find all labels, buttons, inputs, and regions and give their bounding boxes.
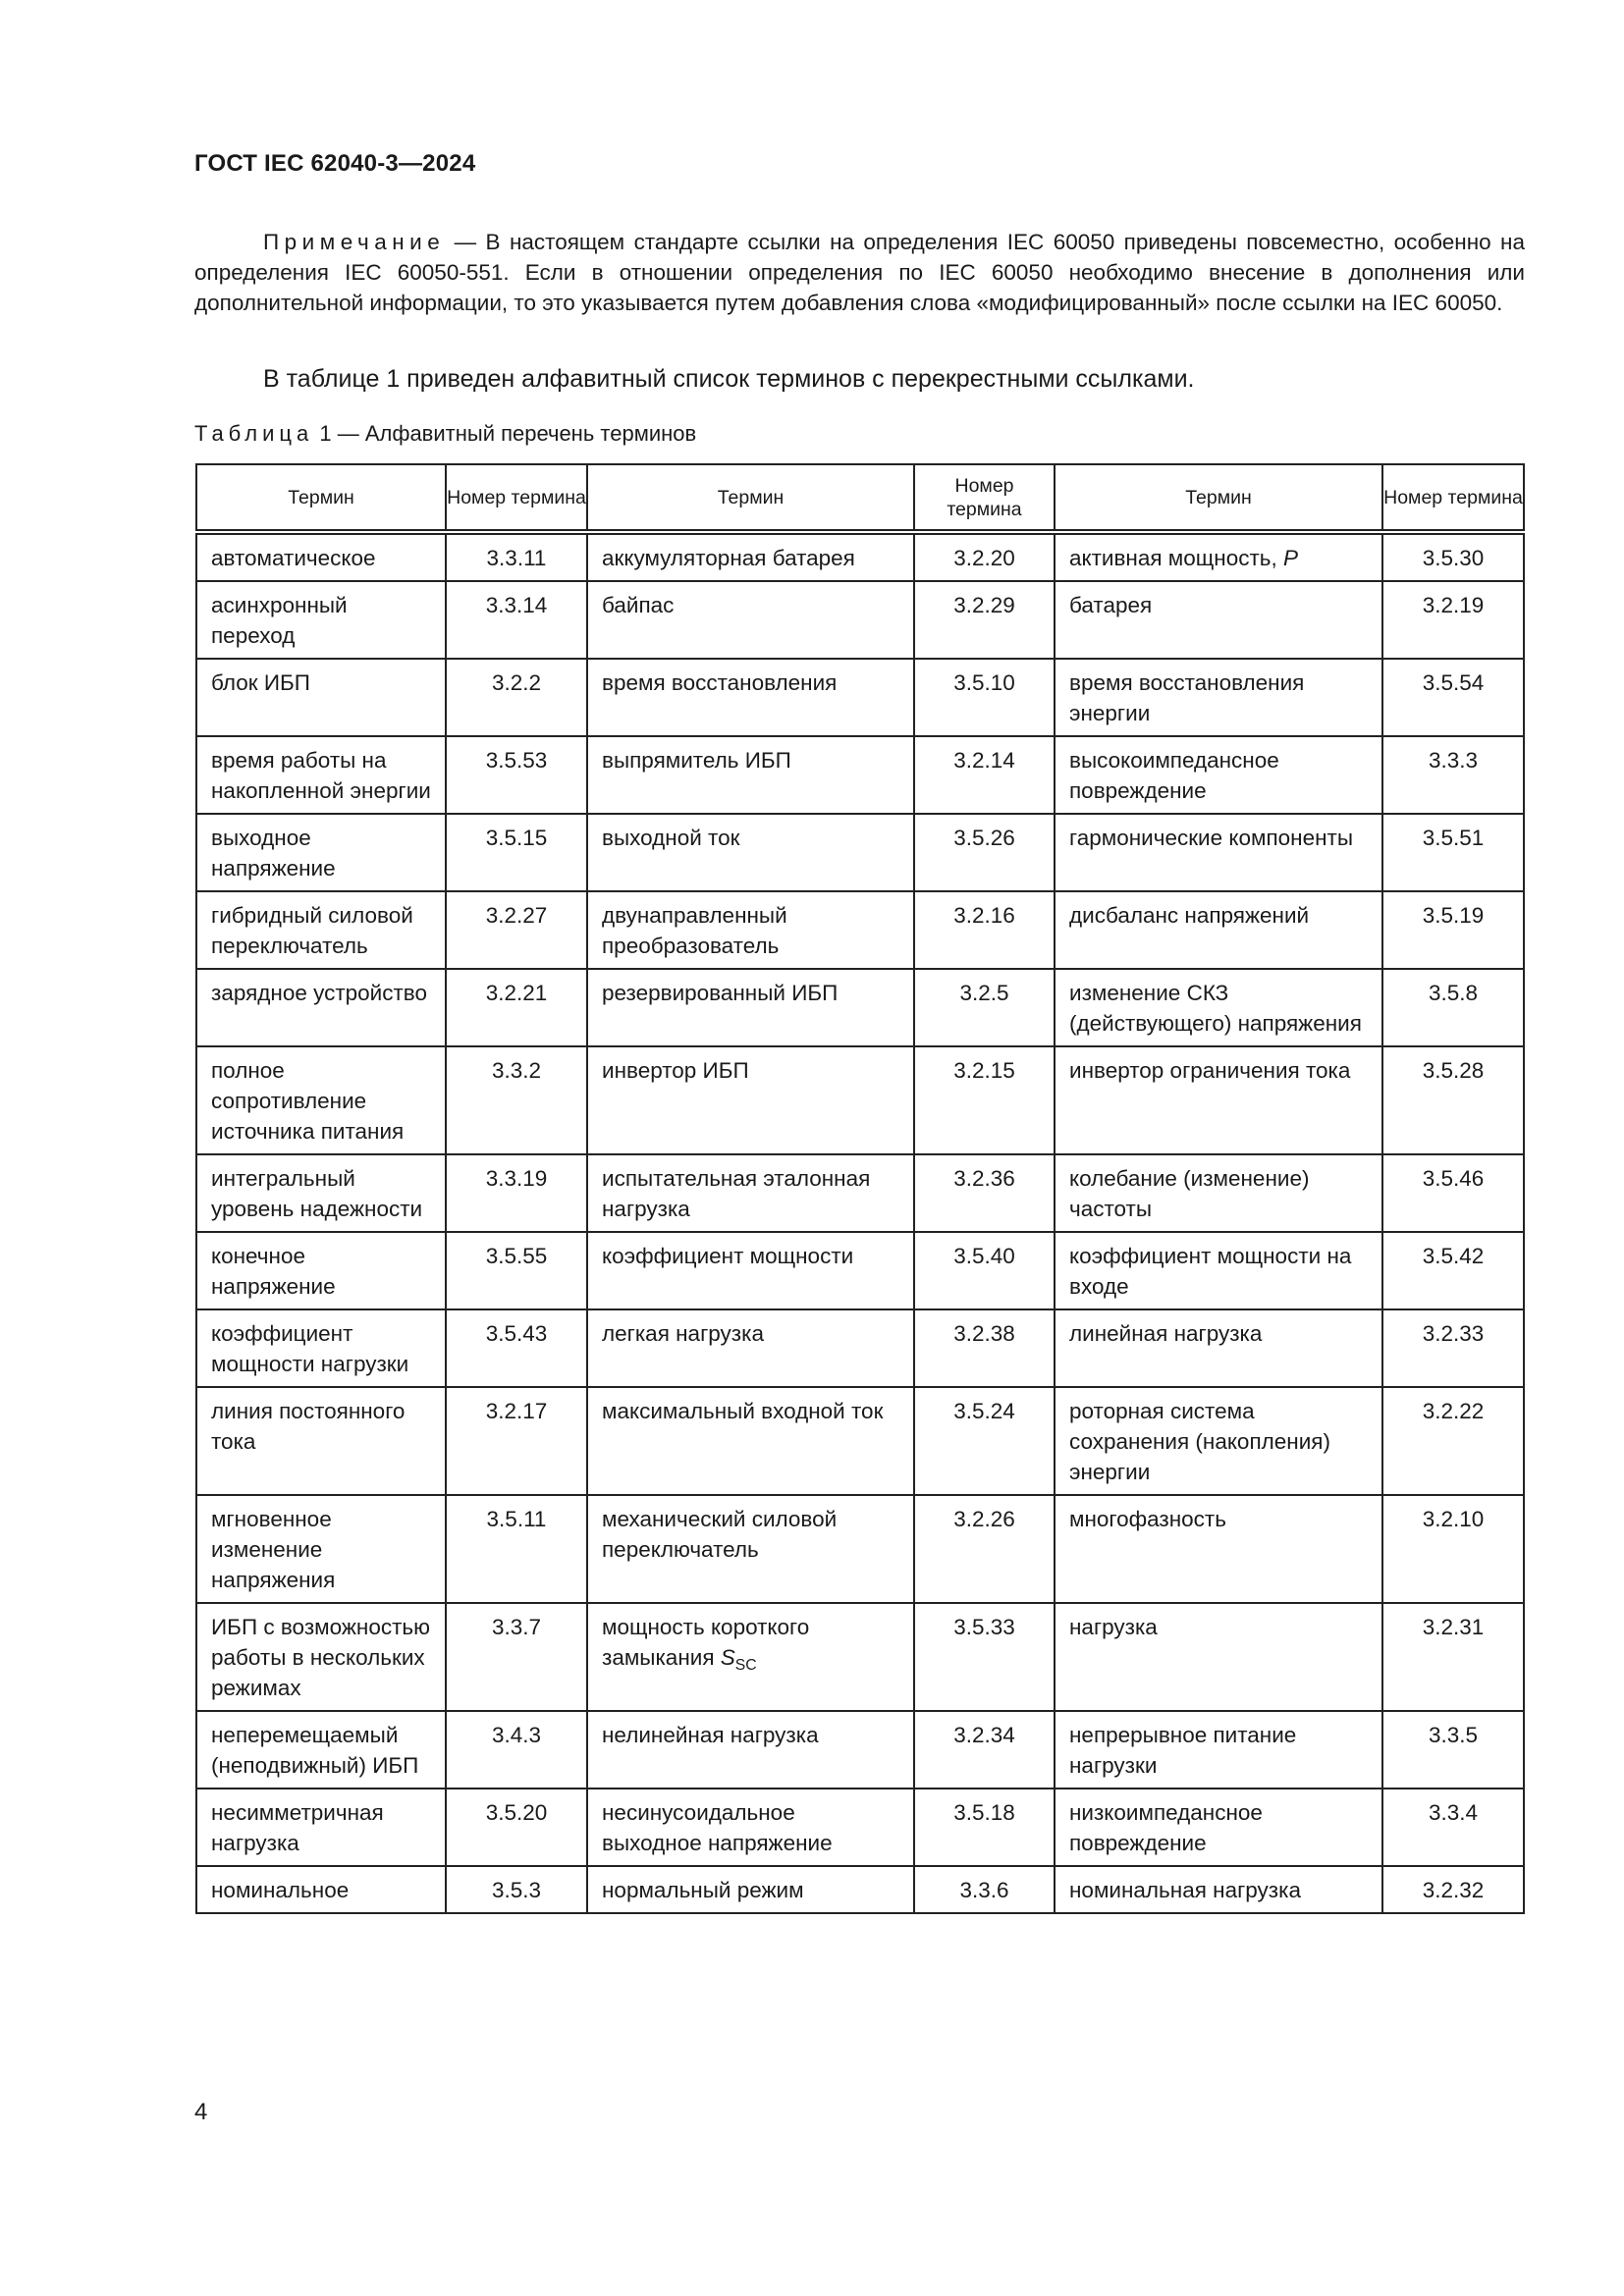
term-text: выходное напряжение xyxy=(211,826,336,881)
term-text: роторная система сохранения (накопления) энергии xyxy=(1069,1399,1330,1484)
term-number-cell xyxy=(914,581,1055,659)
term-number-cell xyxy=(446,1866,587,1913)
term-cell xyxy=(587,814,914,891)
term-number: 3.5.46 xyxy=(1422,1166,1485,1191)
term-text: легкая нагрузка xyxy=(602,1321,764,1346)
term-text: низкоимпедансное повреждение xyxy=(1069,1800,1263,1855)
term-text: линия постоянного тока xyxy=(211,1399,406,1454)
term-cell xyxy=(196,1232,446,1309)
term-text: инвертор ограничения тока xyxy=(1069,1058,1351,1083)
term-number-cell xyxy=(1382,1789,1524,1866)
term-number-cell xyxy=(914,1495,1055,1603)
term-number: 3.2.16 xyxy=(953,903,1015,928)
term-number: 3.2.38 xyxy=(953,1321,1015,1346)
term-cell xyxy=(1055,1232,1382,1309)
note-text: — В настоящем стандарте ссылки на определения IEC 60050 приведены повсеместно, особенно на определения IEC 60050-551. Если в отношении определения по IEC 60050 необходимо внесение в дополнения или дополнительной информации, то это указывается путем добавления слова «модифицированный» после ссылки на IEC 60050. xyxy=(194,230,1525,315)
term-number-cell xyxy=(446,891,587,969)
document-header: ГОСТ IEC 62040-3—2024 xyxy=(194,150,476,177)
term-text: дисбаланс напряжений xyxy=(1069,903,1310,928)
term-number: 3.2.19 xyxy=(1422,593,1485,617)
term-number: 3.3.14 xyxy=(485,593,548,617)
term-number-cell xyxy=(914,1711,1055,1789)
term-text: номинальное xyxy=(211,1878,350,1902)
term-number: 3.5.15 xyxy=(485,826,548,850)
term-cell xyxy=(196,1711,446,1789)
term-text: батарея xyxy=(1069,593,1153,617)
term-number: 3.5.10 xyxy=(953,670,1015,695)
term-cell xyxy=(196,659,446,736)
term-cell xyxy=(196,1154,446,1232)
term-number: 3.2.17 xyxy=(485,1399,548,1423)
term-cell xyxy=(1055,969,1382,1046)
table-caption-text: 1 — Алфавитный перечень терминов xyxy=(313,421,697,446)
term-cell xyxy=(1055,659,1382,736)
term-text: несинусоидальное выходное напряжение xyxy=(602,1800,833,1855)
table-row xyxy=(196,1309,1524,1387)
term-cell xyxy=(1055,1046,1382,1154)
table-row xyxy=(196,1711,1524,1789)
intro-paragraph: В таблице 1 приведен алфавитный список терминов с перекрестными ссылками. xyxy=(263,365,1195,393)
table-row xyxy=(196,969,1524,1046)
term-cell xyxy=(1055,532,1382,581)
term-number-cell xyxy=(1382,1711,1524,1789)
term-number: 3.5.54 xyxy=(1422,670,1485,695)
term-number-cell xyxy=(446,1495,587,1603)
term-cell xyxy=(587,1309,914,1387)
term-number-cell xyxy=(914,1789,1055,1866)
term-number: 3.3.3 xyxy=(1428,748,1479,773)
term-cell xyxy=(587,891,914,969)
term-number-cell xyxy=(914,814,1055,891)
table-row xyxy=(196,532,1524,581)
term-number: 3.3.5 xyxy=(1428,1723,1479,1747)
term-text: зарядное устройство xyxy=(211,981,428,1005)
term-number: 3.5.8 xyxy=(1428,981,1479,1005)
term-number-cell xyxy=(1382,1603,1524,1711)
table-row xyxy=(196,1866,1524,1913)
short-circuit-power-subscript: SC xyxy=(734,1657,757,1674)
term-number: 3.2.27 xyxy=(485,903,548,928)
term-number: 3.2.36 xyxy=(953,1166,1015,1191)
term-text: время восстановления xyxy=(602,670,838,695)
table-body xyxy=(196,532,1524,1913)
term-number-cell xyxy=(446,1232,587,1309)
term-number-cell xyxy=(1382,1309,1524,1387)
term-cell xyxy=(587,532,914,581)
term-cell xyxy=(196,814,446,891)
term-cell xyxy=(587,1495,914,1603)
table-row xyxy=(196,736,1524,814)
term-cell xyxy=(587,1711,914,1789)
term-text: мощность короткого замыкания xyxy=(602,1615,810,1670)
term-cell xyxy=(196,1309,446,1387)
term-number: 3.5.30 xyxy=(1422,546,1485,570)
term-cell xyxy=(196,1387,446,1495)
term-cell xyxy=(196,1495,446,1603)
term-number: 3.5.11 xyxy=(486,1507,547,1531)
term-cell xyxy=(196,736,446,814)
term-number-cell xyxy=(1382,1495,1524,1603)
term-cell xyxy=(196,581,446,659)
header-term-2: Термин xyxy=(587,464,914,532)
term-text: нелинейная нагрузка xyxy=(602,1723,819,1747)
term-cell xyxy=(587,736,914,814)
header-number-3: Номер термина xyxy=(1382,464,1524,532)
term-cell xyxy=(587,659,914,736)
term-text: выходной ток xyxy=(602,826,740,850)
table-row xyxy=(196,1387,1524,1495)
term-cell xyxy=(1055,1495,1382,1603)
term-text: коэффициент мощности нагрузки xyxy=(211,1321,409,1376)
term-number: 3.5.51 xyxy=(1422,826,1485,850)
term-number: 3.5.33 xyxy=(953,1615,1015,1639)
term-number-cell xyxy=(914,1309,1055,1387)
term-cell xyxy=(1055,1603,1382,1711)
term-number: 3.2.14 xyxy=(953,748,1015,773)
term-text: гармонические компоненты xyxy=(1069,826,1353,850)
term-number: 3.2.22 xyxy=(1422,1399,1485,1423)
term-number-cell xyxy=(914,736,1055,814)
short-circuit-power-symbol: S xyxy=(720,1645,735,1670)
term-text: двунаправленный преобразователь xyxy=(602,903,787,958)
term-number-cell xyxy=(1382,1232,1524,1309)
table-row xyxy=(196,581,1524,659)
term-cell xyxy=(587,1046,914,1154)
term-number: 3.2.5 xyxy=(959,981,1009,1005)
term-cell xyxy=(1055,814,1382,891)
term-text: высокоимпедансное повреждение xyxy=(1069,748,1279,803)
term-number: 3.3.2 xyxy=(491,1058,542,1083)
term-number-cell xyxy=(1382,814,1524,891)
term-cell xyxy=(1055,891,1382,969)
term-number-cell xyxy=(446,1387,587,1495)
term-text: инвертор ИБП xyxy=(602,1058,749,1083)
table-caption xyxy=(194,421,696,447)
term-text: изменение СКЗ (действующего) напряжения xyxy=(1069,981,1362,1036)
term-cell xyxy=(587,1387,914,1495)
term-number-cell xyxy=(446,659,587,736)
term-number-cell xyxy=(1382,1387,1524,1495)
header-number-2: Номер термина xyxy=(914,464,1055,532)
term-number: 3.5.53 xyxy=(485,748,548,773)
term-cell xyxy=(587,1154,914,1232)
page-number: 4 xyxy=(194,2099,208,2125)
terms-table xyxy=(195,463,1525,1914)
header-term-1: Термин xyxy=(196,464,446,532)
term-number-cell xyxy=(446,1789,587,1866)
term-number: 3.5.24 xyxy=(953,1399,1015,1423)
term-text: резервированный ИБП xyxy=(602,981,839,1005)
term-text: байпас xyxy=(602,593,675,617)
term-number-cell xyxy=(914,1046,1055,1154)
term-number-cell xyxy=(446,814,587,891)
note-label: Примечание xyxy=(263,230,446,254)
term-number: 3.5.18 xyxy=(953,1800,1015,1825)
term-text: непрерывное питание нагрузки xyxy=(1069,1723,1297,1778)
table-row xyxy=(196,1046,1524,1154)
term-number-cell xyxy=(1382,1046,1524,1154)
table-row xyxy=(196,814,1524,891)
term-cell xyxy=(1055,1711,1382,1789)
term-cell xyxy=(1055,1387,1382,1495)
term-number-cell xyxy=(914,1154,1055,1232)
term-text: нагрузка xyxy=(1069,1615,1158,1639)
term-cell xyxy=(1055,1866,1382,1913)
term-cell xyxy=(1055,1154,1382,1232)
term-cell xyxy=(587,581,914,659)
term-text: асинхронный переход xyxy=(211,593,348,648)
term-number-cell xyxy=(1382,736,1524,814)
term-text: полное сопротивление источника питания xyxy=(211,1058,405,1144)
term-number-cell xyxy=(914,891,1055,969)
term-cell xyxy=(196,891,446,969)
term-cell xyxy=(196,532,446,581)
header-term-3: Термин xyxy=(1055,464,1382,532)
term-number: 3.5.40 xyxy=(953,1244,1015,1268)
table-caption-label: Таблица xyxy=(194,421,314,446)
term-text: автоматическое xyxy=(211,546,376,570)
term-text: интегральный уровень надежности xyxy=(211,1166,423,1221)
term-number: 3.2.20 xyxy=(953,546,1015,570)
table-row xyxy=(196,1154,1524,1232)
term-number: 3.5.3 xyxy=(491,1878,542,1902)
term-number: 3.5.43 xyxy=(485,1321,548,1346)
term-text: номинальная нагрузка xyxy=(1069,1878,1301,1902)
term-number: 3.2.31 xyxy=(1422,1615,1485,1639)
term-number-cell xyxy=(446,969,587,1046)
term-text: колебание (изменение) частоты xyxy=(1069,1166,1310,1221)
term-number: 3.5.42 xyxy=(1422,1244,1485,1268)
term-text: конечное напряжение xyxy=(211,1244,336,1299)
term-number-cell xyxy=(914,659,1055,736)
term-text: линейная нагрузка xyxy=(1069,1321,1263,1346)
term-text: мгновенное изменение напряжения xyxy=(211,1507,336,1592)
term-text: блок ИБП xyxy=(211,670,310,695)
term-number-cell xyxy=(914,969,1055,1046)
term-number-cell xyxy=(914,532,1055,581)
term-number-cell xyxy=(914,1603,1055,1711)
term-cell xyxy=(1055,1789,1382,1866)
term-number-cell xyxy=(1382,1866,1524,1913)
term-cell xyxy=(587,1232,914,1309)
term-number-cell xyxy=(1382,891,1524,969)
term-number: 3.2.34 xyxy=(953,1723,1015,1747)
term-number: 3.4.3 xyxy=(491,1723,542,1747)
table-row xyxy=(196,1232,1524,1309)
term-text: максимальный входной ток xyxy=(602,1399,884,1423)
term-text: многофазность xyxy=(1069,1507,1226,1531)
term-number: 3.2.21 xyxy=(485,981,548,1005)
term-number: 3.2.10 xyxy=(1422,1507,1485,1531)
term-cell xyxy=(587,1789,914,1866)
term-number-cell xyxy=(1382,969,1524,1046)
term-number-cell xyxy=(446,1309,587,1387)
term-number: 3.3.7 xyxy=(491,1615,542,1639)
term-text: ИБП с возможностью работы в нескольких режимах xyxy=(211,1615,431,1700)
term-number: 3.3.4 xyxy=(1428,1800,1479,1825)
term-text: испытательная эталонная нагрузка xyxy=(602,1166,871,1221)
term-number-cell xyxy=(1382,532,1524,581)
term-number: 3.2.32 xyxy=(1422,1878,1485,1902)
term-cell xyxy=(196,1046,446,1154)
term-number: 3.3.19 xyxy=(485,1166,548,1191)
term-cell xyxy=(587,969,914,1046)
term-cell xyxy=(196,1866,446,1913)
term-cell xyxy=(196,969,446,1046)
term-text: неперемещаемый (неподвижный) ИБП xyxy=(211,1723,419,1778)
header-number-1: Номер термина xyxy=(446,464,587,532)
term-cell xyxy=(196,1789,446,1866)
term-number: 3.2.33 xyxy=(1422,1321,1485,1346)
term-cell xyxy=(1055,1309,1382,1387)
term-cell xyxy=(1055,736,1382,814)
term-number-cell xyxy=(914,1232,1055,1309)
table-header-row xyxy=(196,464,1524,532)
term-number: 3.2.15 xyxy=(953,1058,1015,1083)
term-number: 3.2.26 xyxy=(953,1507,1015,1531)
term-text: гибридный силовой переключатель xyxy=(211,903,413,958)
term-number-cell xyxy=(446,1711,587,1789)
term-number: 3.5.20 xyxy=(485,1800,548,1825)
term-number-cell xyxy=(1382,581,1524,659)
table-row xyxy=(196,891,1524,969)
term-text: нормальный режим xyxy=(602,1878,804,1902)
term-number-cell xyxy=(446,1046,587,1154)
term-number-cell xyxy=(446,581,587,659)
term-text: механический силовой переключатель xyxy=(602,1507,838,1562)
term-number: 3.2.2 xyxy=(491,670,542,695)
term-number-cell xyxy=(1382,1154,1524,1232)
table-row xyxy=(196,659,1524,736)
term-number-cell xyxy=(914,1866,1055,1913)
term-text: несимметричная нагрузка xyxy=(211,1800,384,1855)
active-power-symbol: P xyxy=(1283,546,1299,570)
term-cell xyxy=(1055,581,1382,659)
term-cell xyxy=(196,1603,446,1711)
term-number-cell xyxy=(914,1387,1055,1495)
term-number-cell xyxy=(1382,659,1524,736)
table-row xyxy=(196,1789,1524,1866)
term-text: аккумуляторная батарея xyxy=(602,546,855,570)
note-paragraph xyxy=(194,227,1525,318)
table-row xyxy=(196,1495,1524,1603)
term-number: 3.3.11 xyxy=(486,546,547,570)
term-number: 3.2.29 xyxy=(953,593,1015,617)
term-text: время работы на накопленной энергии xyxy=(211,748,431,803)
term-cell xyxy=(587,1866,914,1913)
term-number: 3.5.55 xyxy=(485,1244,548,1268)
term-number: 3.3.6 xyxy=(959,1878,1009,1902)
term-number-cell xyxy=(446,736,587,814)
term-text: время восстановления энергии xyxy=(1069,670,1305,725)
term-number-cell xyxy=(446,532,587,581)
term-text: коэффициент мощности xyxy=(602,1244,854,1268)
term-cell xyxy=(587,1603,914,1711)
term-text: выпрямитель ИБП xyxy=(602,748,791,773)
term-number: 3.5.26 xyxy=(953,826,1015,850)
term-number: 3.5.28 xyxy=(1422,1058,1485,1083)
term-number-cell xyxy=(446,1603,587,1711)
table-row xyxy=(196,1603,1524,1711)
term-number-cell xyxy=(446,1154,587,1232)
term-text: активная мощность, xyxy=(1069,546,1284,570)
term-number: 3.5.19 xyxy=(1422,903,1485,928)
term-text: коэффициент мощности на входе xyxy=(1069,1244,1352,1299)
